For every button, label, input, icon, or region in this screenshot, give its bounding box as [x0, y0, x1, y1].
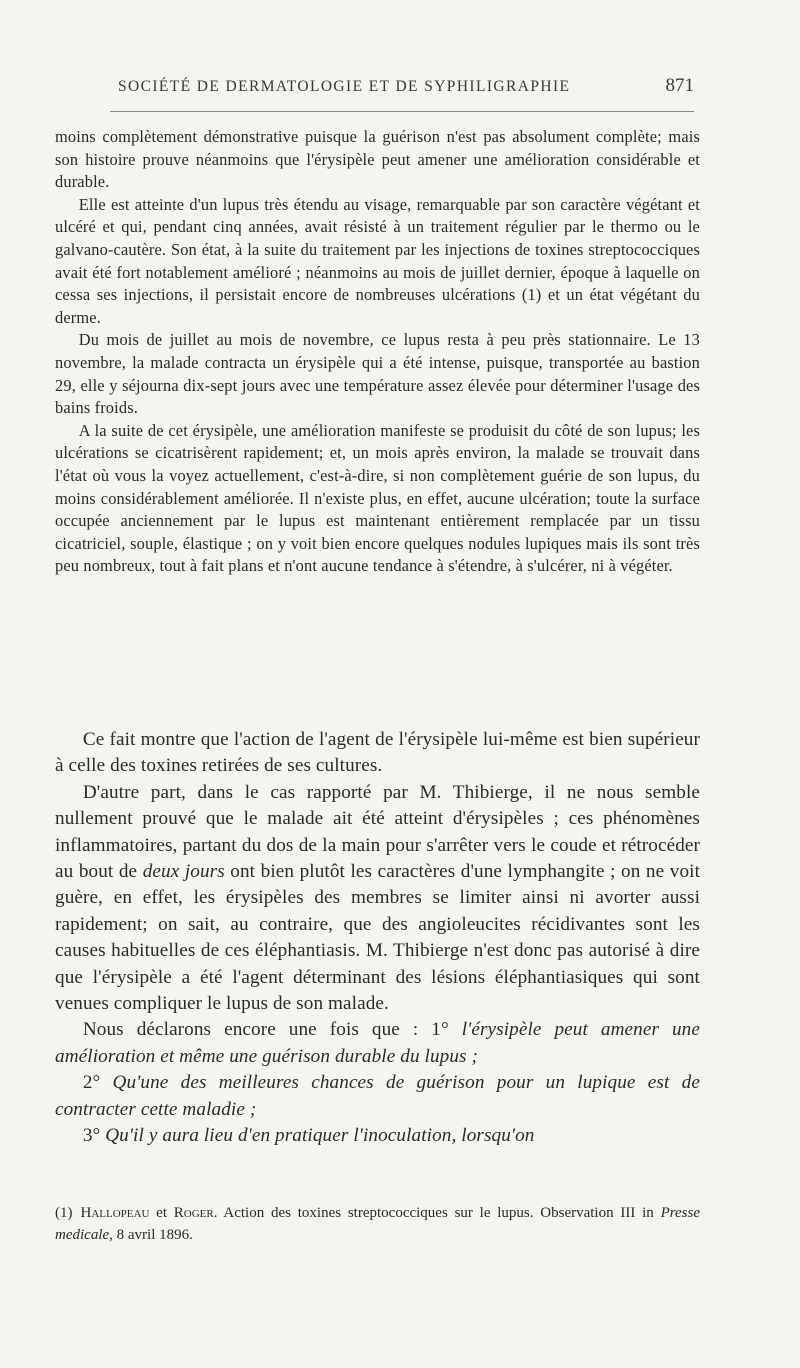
- paragraph-4: A la suite de cet érysipèle, une amélioration manifeste se produisit du côté de son lupus; les ulcérations se cicatrisèrent rapidement; et, un mois après environ, la malade se trouvait dans l'état où vous la voyez actuellement, c'est-à-dire, si non complètement guérie de son lupus, du moins considérablement améliorée. Il n'existe plus, en effet, aucune ulcération; toute la surface occupée anciennement par le lupus est maintenant entièrement remplacée par un tissu cicatriciel, souple, élastique ; on y voit bien encore quelques nodules lupiques mais ils sont très peu nombreux, tout à fait plans et n'ont aucune tendance à s'étendre, à s'ulcérer, ni à végéter.: [55, 420, 700, 576]
- paragraph-6: [55, 780, 700, 1018]
- paragraph-1: moins complètement démonstrative puisque la guérison n'est pas absolument complète; mais son histoire prouve néanmoins que l'érysipèle peut amener une amélioration considérable et durable.: [55, 127, 700, 192]
- page-number: 871: [665, 75, 694, 96]
- footnote-text-a: . Action des toxines streptococciques sur le lupus. Observation III in: [213, 1205, 661, 1221]
- page-header: [110, 74, 694, 104]
- footnote-author-2: Roger: [173, 1205, 214, 1221]
- paragraph-2: Elle est atteinte d'un lupus très étendu au visage, remarquable par son caractère végétant et ulcéré et qui, pendant cinq années, avait résisté à un traitement régulier par le thermo ou le galvano-cautère. Son état, à la suite du traitement par les injections de toxines streptococciques avait été fort notablement amélioré ; néanmoins au mois de juillet dernier, époque à laquelle on cessa ses injections, il persistait encore de nombreuses ulcérations (1) et un état végétant du derme.: [55, 194, 700, 327]
- paragraph-8-number: 2°: [82, 1072, 113, 1094]
- header-rule: [110, 111, 694, 112]
- large-print-section: [55, 727, 700, 1150]
- footnote-marker: (1): [55, 1205, 73, 1221]
- paragraph-7-text: Nous déclarons encore une fois que : 1°: [82, 1019, 462, 1041]
- small-print-section: [55, 126, 700, 578]
- paragraph-8-emphasis: Qu'une des meilleures chances de guérison pour un lupique est de contracter cette maladie ;: [55, 1072, 700, 1120]
- paragraph-9-emphasis: Qu'il y aura lieu d'en pratiquer l'inoculation, lorsqu'on: [105, 1125, 535, 1147]
- footnote-text-b: , 8 avril 1896.: [109, 1227, 193, 1243]
- paragraph-8: [55, 1070, 700, 1123]
- paragraph-6-text-a: D'autre part, dans le cas rapporté par M. Thibierge, il ne nous semble nullement prouvé que le malade ait été atteint d'érysipèles ; ces phénomènes inflammatoires, partant du dos de la main pour s'arrêter vers le coude et rétrocéder au bout de: [55, 781, 700, 883]
- footnote-conjunction: et: [149, 1205, 174, 1221]
- paragraph-9-number: 3°: [82, 1125, 106, 1147]
- paragraph-6-text-b: ont bien plutôt les caractères d'une lymphangite ; on ne voit guère, en effet, les érysipèles des membres se limiter ainsi ni avorter aussi rapidement; on sait, au contraire, que des angioleucites récidivantes sont les causes habituelles de ces éléphantiasis. M. Thibierge n'est donc pas autorisé à dire que l'érysipèle a été l'agent déterminant des lésions éléphantiasiques qui sont venues compliquer le lupus de son malade.: [55, 861, 700, 1015]
- paragraph-5: Ce fait montre que l'action de l'agent de l'érysipèle lui-même est bien supérieur à celle des toxines retirées de ses cultures.: [55, 729, 700, 777]
- footnote-author-1: Hallopeau: [80, 1205, 150, 1221]
- footnote: [55, 1202, 700, 1246]
- paragraph-6-emphasis: deux jours: [142, 861, 225, 883]
- footnote-journal: Presse medicale: [55, 1205, 700, 1243]
- running-title: SOCIÉTÉ DE DERMATOLOGIE ET DE SYPHILIGRAPHIE: [118, 78, 571, 95]
- paragraph-7: [55, 1017, 700, 1070]
- paragraph-9: [55, 1123, 700, 1149]
- paragraph-3: Du mois de juillet au mois de novembre, ce lupus resta à peu près stationnaire. Le 13 novembre, la malade contracta un érysipèle qui a été intense, puisque, transportée au bastion 29, elle y séjourna dix-sept jours avec une température assez élevée pour déterminer l'usage des bains froids.: [55, 330, 700, 418]
- paragraph-7-emphasis: l'érysipèle peut amener une amélioration et même une guérison durable du lupus ;: [55, 1019, 700, 1067]
